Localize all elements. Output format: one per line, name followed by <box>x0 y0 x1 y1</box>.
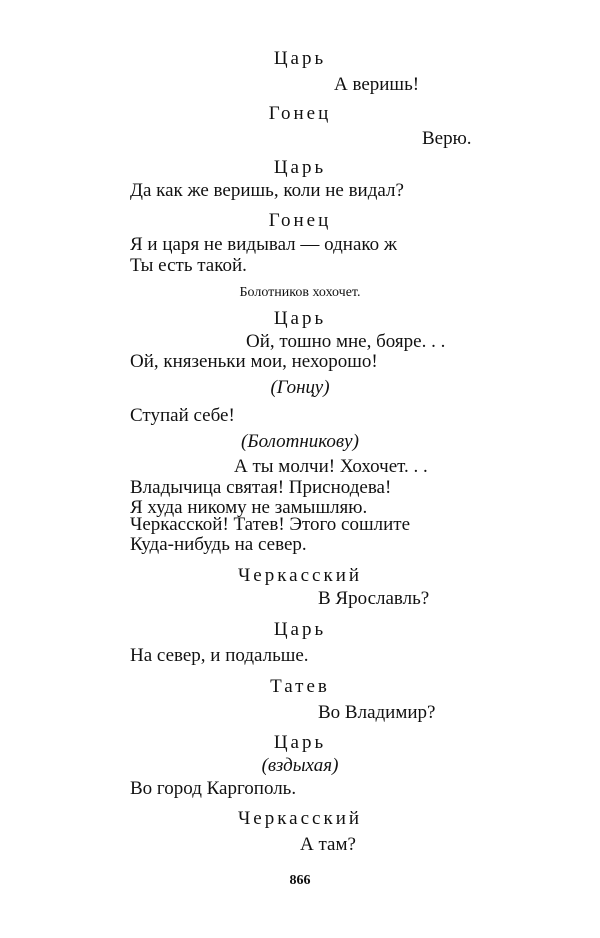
stage-direction: (Гонцу) <box>270 377 330 398</box>
verse-line: Ты есть такой. <box>130 255 247 276</box>
speaker-name: Татев <box>270 676 330 697</box>
verse-line: А там? <box>300 834 356 855</box>
verse-line: На север, и подальше. <box>130 645 309 666</box>
verse-line: Да как же веришь, коли не видал? <box>130 180 404 201</box>
stage-direction: Болотников хохочет. <box>239 285 361 300</box>
verse-line: Во Владимир? <box>318 702 436 723</box>
verse-line: В Ярославль? <box>318 588 430 609</box>
speaker-name: Царь <box>273 308 327 329</box>
verse-line: Владычица святая! Приснодева! <box>130 477 392 498</box>
verse-line: Ступай себе! <box>130 405 235 426</box>
speaker-name: Царь <box>273 732 327 753</box>
speaker-name: Царь <box>273 619 327 640</box>
verse-line: Черкасской! Татев! Этого сошлите <box>130 514 411 535</box>
verse-line: Ой, тошно мне, бояре. . . <box>246 331 446 352</box>
speaker-name: Гонец <box>268 103 332 124</box>
speaker-name: Царь <box>273 48 327 69</box>
verse-line: Куда-нибудь на север. <box>130 534 307 555</box>
verse-line: Ой, князеньки мои, нехорошо! <box>130 351 378 372</box>
page-number: 866 <box>289 873 311 888</box>
verse-line: Верю. <box>422 128 472 149</box>
stage-direction: (вздыхая) <box>261 755 339 776</box>
speaker-name: Черкасский <box>237 808 363 829</box>
speaker-name: Гонец <box>268 210 332 231</box>
speaker-name: Царь <box>273 157 327 178</box>
verse-line: А веришь! <box>334 74 420 95</box>
verse-line: Во город Каргополь. <box>130 778 297 799</box>
speaker-name: Черкасский <box>237 565 363 586</box>
stage-direction: (Болотникову) <box>241 431 359 452</box>
verse-line: А ты молчи! Хохочет. . . <box>234 456 428 477</box>
verse-line: Я худа никому не замышляю. <box>130 497 368 518</box>
verse-line: Я и царя не видывал — однако ж <box>130 234 398 255</box>
